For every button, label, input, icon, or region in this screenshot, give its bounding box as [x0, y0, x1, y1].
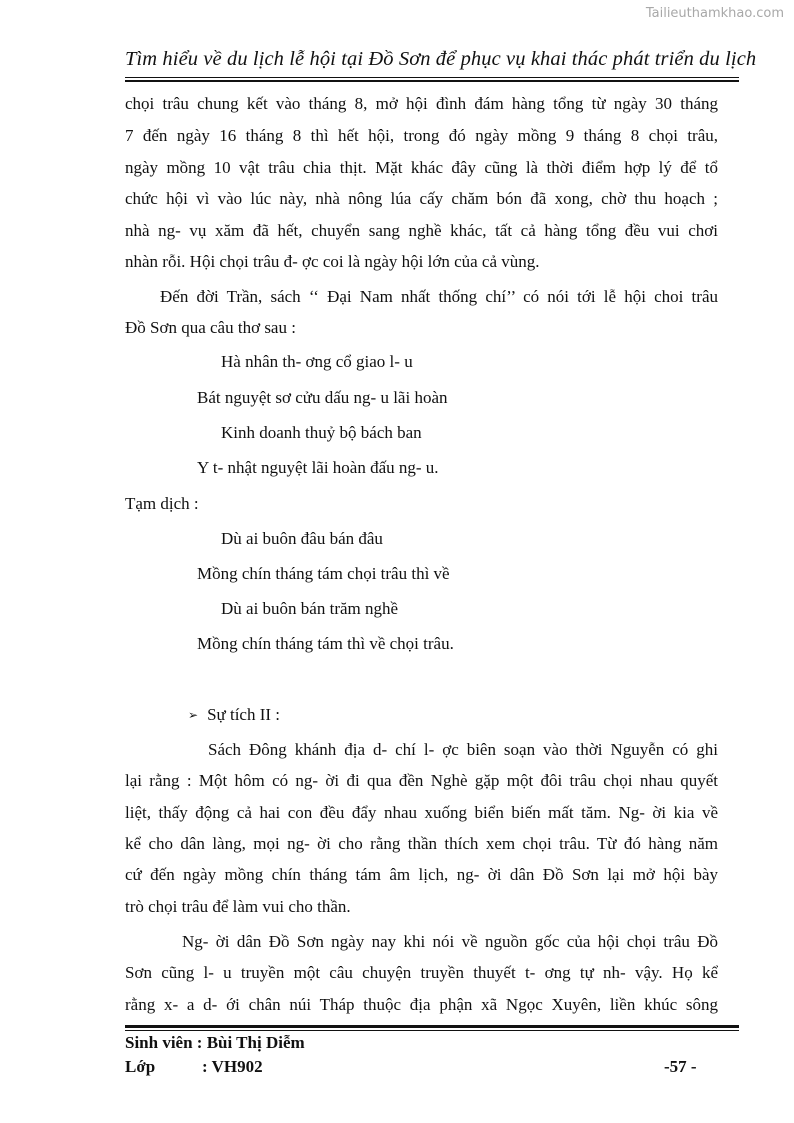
body-line: 7 đến ngày 16 tháng 8 thì hết hội, trong đó ngày mồng 9 tháng 8 chọi trâu, — [125, 126, 718, 145]
body-line: Sách Đông khánh địa d- chí l- ợc biên soạn vào thời Nguyễn có ghi — [208, 740, 718, 759]
body-line: Đồ Sơn qua câu thơ sau : — [125, 318, 296, 337]
body-line: nhàn rỗi. Hội chọi trâu đ- ợc coi là ngày hội lớn của cả vùng. — [125, 252, 540, 271]
poem-line: Dù ai buôn bán trăm nghề — [221, 599, 399, 618]
poem-line: Y t- nhật nguyệt lãi hoàn đấu ng- u. — [197, 458, 439, 477]
header-rule — [125, 77, 739, 78]
watermark: Tailieuthamkhao.com — [645, 6, 784, 21]
footer-rule — [125, 1030, 739, 1031]
body-line: chức hội vì vào lúc này, nhà nông lúa cấy chăm bón đã xong, chờ thu hoạch ; — [125, 189, 718, 208]
footer-rule-thick — [125, 1025, 739, 1028]
footer-class-value: : VH902 — [202, 1057, 263, 1076]
body-line: chọi trâu chung kết vào tháng 8, mở hội đình đám hàng tổng từ ngày 30 tháng — [125, 94, 718, 113]
body-line: nhà ng- vụ xăm đã hết, chuyển sang nghề khác, tất cả hàng tổng đều vui chơi — [125, 221, 718, 240]
body-line: liệt, thấy động cả hai con đều đẩy nhau xuống biển biến mất tăm. Ng- ời kia về — [125, 803, 718, 822]
body-line: Sơn cũng l- u truyền một câu chuyện truyền thuyết t- ơng tự nh- vậy. Họ kể — [125, 963, 718, 982]
page-header-title: Tìm hiểu về du lịch lễ hội tại Đồ Sơn để phục vụ khai thác phát triển du lịch — [125, 48, 757, 70]
header-rule-thick — [125, 80, 739, 82]
footer-student: Sinh viên : Bùi Thị Diễm — [125, 1033, 305, 1052]
section-heading — [188, 705, 280, 725]
body-line: lại rằng : Một hôm có ng- ời đi qua đền Nghè gặp một đôi trâu chọi nhau quyết — [125, 771, 718, 790]
poem-line: Mồng chín tháng tám chọi trâu thì về — [197, 564, 450, 583]
poem-line: Kinh doanh thuỷ bộ bách ban — [221, 423, 422, 442]
footer-class-label: Lớp — [125, 1057, 156, 1076]
poem-line: Mồng chín tháng tám thì về chọi trâu. — [197, 634, 454, 653]
arrow-bullet-icon: ➢ — [188, 708, 199, 722]
poem-line: Dù ai buôn đâu bán đâu — [221, 529, 383, 548]
section-title: Sự tích II : — [207, 705, 281, 724]
body-line: rằng x- a d- ới chân núi Tháp thuộc địa phận xã Ngọc Xuyên, liền khúc sông — [125, 995, 718, 1014]
body-line: cứ đến ngày mồng chín tháng tám âm lịch, ng- ời dân Đồ Sơn lại mở hội bày — [125, 865, 718, 884]
translation-label: Tạm dịch : — [125, 494, 199, 513]
body-line: kể cho dân làng, mọi ng- ời cho rằng thần thích xem chọi trâu. Từ đó hàng năm — [125, 834, 718, 853]
poem-line: Hà nhân th- ơng cổ giao l- u — [221, 352, 413, 371]
page-number: -57 - — [664, 1057, 697, 1076]
body-line: Đến đời Trần, sách ‘‘ Đại Nam nhất thống chí’’ có nói tới lễ hội choi trâu — [160, 287, 718, 306]
body-line: trò chọi trâu để làm vui cho thần. — [125, 897, 351, 916]
body-line: ngày mồng 10 vật trâu chia thịt. Mặt khác đây cũng là thời điểm hợp lý để tổ — [125, 158, 718, 177]
body-line: Ng- ời dân Đồ Sơn ngày nay khi nói về nguồn gốc của hội chọi trâu Đồ — [182, 932, 718, 951]
poem-line: Bát nguyệt sơ cửu dấu ng- u lãi hoàn — [197, 388, 448, 407]
